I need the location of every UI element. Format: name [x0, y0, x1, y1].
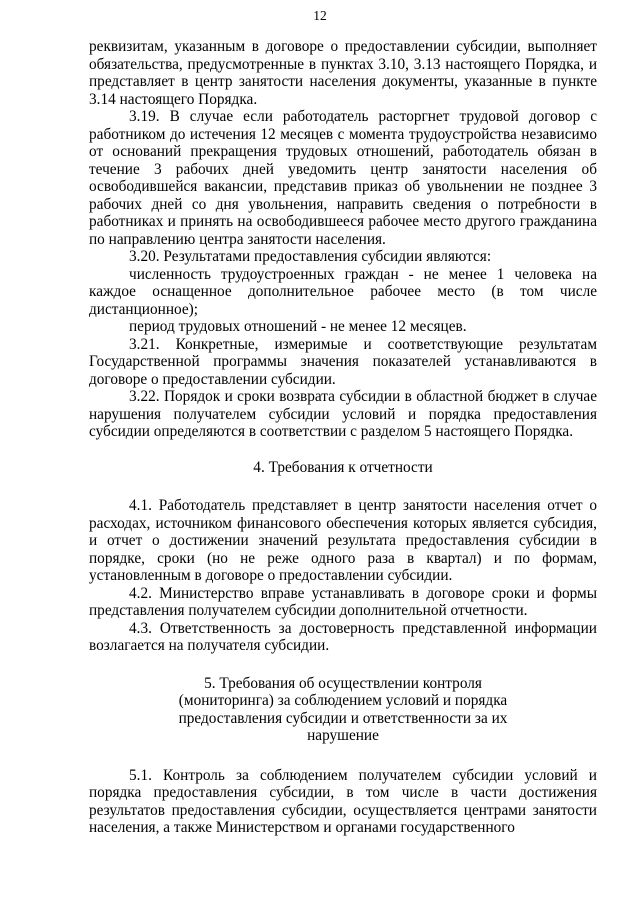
page-number: 12 [313, 8, 327, 23]
paragraph-p-3-22: 3.22. Порядок и сроки возврата субсидии в областной бюджет в случае нарушения получателем субсидии условий и порядка предоставления субсидии определяются в соответствии с разделом 5 настоящего Порядка. [89, 388, 597, 440]
paragraph-p-3-20-b: период трудовых отношений - не менее 12 месяцев. [129, 318, 467, 335]
paragraph-p-3-19: 3.19. В случае если работодатель расторгнет трудовой договор с работником до истечения 12 месяцев с момента трудоустройства независимо от оснований прекращения трудовых отношений, работодатель обязан в течение 3 рабочих дней уведомить центр занятости населения об освободившейся вакансии, представив приказ об увольнении не позднее 3 рабочих дней со дня увольнения, направить сведения о потребности в работниках и принять на освободившееся рабочее место другого гражданина по направлению центра занятости населения. [89, 108, 597, 248]
document-body [89, 38, 597, 837]
section4-heading: 4. Требования к отчетности [253, 458, 433, 476]
section5-heading-line: (мониторинга) за соблюдением условий и порядка [178, 692, 508, 709]
section5-heading-line: нарушение [307, 727, 379, 744]
paragraph-p-5-1: 5.1. Контроль за соблюдением получателем субсидии условий и порядка предоставления субсидии, в том числе в части достижения результатов предоставления субсидии, осуществляется центрами занятости населения, а также Министерством и органами государственного [89, 766, 597, 836]
paragraph-p-4-1: 4.1. Работодатель представляет в центр занятости населения отчет о расходах, источником финансового обеспечения которых является субсидия, и отчет о достижении значений результата предоставления субсидии в порядке, сроки (но не реже одного раза в квартал) и по формам, установленным в договоре о предоставлении субсидии. [89, 497, 597, 584]
paragraph-p-4-3: 4.3. Ответственность за достоверность представленной информации возлагается на получателя субсидии. [89, 619, 597, 654]
paragraph-p-3-21: 3.21. Конкретные, измеримые и соответствующие результатам Государственной программы значения показателей устанавливаются в договоре о предоставлении субсидии. [89, 335, 597, 388]
paragraph-p-3-20: 3.20. Результатами предоставления субсидии являются: [129, 248, 492, 265]
section3-continuation [89, 38, 597, 441]
section5-heading [89, 675, 597, 745]
paragraph-p-3-20-a: численность трудоустроенных граждан - не менее 1 человека на каждое оснащенное дополнительное рабочее место (в том числе дистанционное); [89, 265, 597, 318]
section4-body [89, 497, 597, 655]
section5-heading-line: предоставления субсидии и ответственности за их [178, 709, 508, 727]
section5-heading-line: 5. Требования об осуществлении контроля [204, 674, 482, 692]
paragraph-p-cont: реквизитам, указанным в договоре о предоставлении субсидии, выполняет обязательства, предусмотренные в пунктах 3.10, 3.13 настоящего Порядка, и представляет в центр занятости населения документы, указанные в пункте 3.14 настоящего Порядка. [89, 38, 597, 108]
paragraph-p-4-2: 4.2. Министерство вправе устанавливать в договоре сроки и формы представления получателем субсидии дополнительной отчетности. [89, 584, 597, 619]
section5-body [89, 767, 597, 837]
